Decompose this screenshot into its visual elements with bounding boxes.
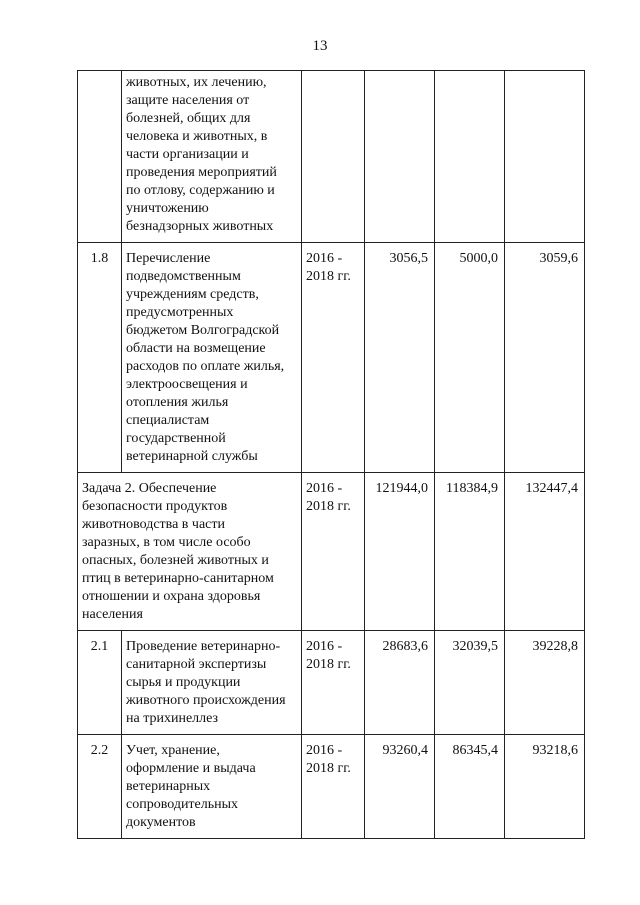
- item-period: 2016 - 2018 гг.: [302, 631, 365, 735]
- item-value-2018: [505, 71, 585, 243]
- item-value-2016: 93260,4: [365, 735, 435, 839]
- table-row: [78, 631, 585, 735]
- task-value-2016: 121944,0: [365, 473, 435, 631]
- item-value-2016: [365, 71, 435, 243]
- table-row: [78, 243, 585, 473]
- item-number: 1.8: [78, 243, 122, 473]
- item-value-2017: [435, 71, 505, 243]
- item-description: Учет, хранение, оформление и выдача ветеринарных сопроводительных документов: [122, 735, 302, 839]
- item-value-2018: 93218,6: [505, 735, 585, 839]
- item-value-2017: 32039,5: [435, 631, 505, 735]
- program-table: [77, 70, 585, 839]
- item-period: 2016 - 2018 гг.: [302, 735, 365, 839]
- item-value-2017: 5000,0: [435, 243, 505, 473]
- task-title: Задача 2. Обеспечение безопасности продуктов животноводства в части заразных, в том числе особо опасных, болезней животных и птиц в ветеринарно-санитарном отношении и охрана здоровья населения: [78, 473, 302, 631]
- item-number: 2.2: [78, 735, 122, 839]
- task-row: [78, 473, 585, 631]
- item-value-2017: 86345,4: [435, 735, 505, 839]
- item-value-2018: 39228,8: [505, 631, 585, 735]
- task-value-2018: 132447,4: [505, 473, 585, 631]
- item-value-2016: 28683,6: [365, 631, 435, 735]
- task-period: 2016 - 2018 гг.: [302, 473, 365, 631]
- item-number: [78, 71, 122, 243]
- page-number: 13: [312, 38, 328, 54]
- item-period: [302, 71, 365, 243]
- item-description: Перечисление подведомственным учреждениям средств, предусмотренных бюджетом Волгоградской области на возмещение расходов по оплате жилья, электроосвещения и отопления жилья специалистам государственной ветеринарной службы: [122, 243, 302, 473]
- item-description: животных, их лечению, защите населения от болезней, общих для человека и животных, в части организации и проведения мероприятий по отлову, содержанию и уничтожению безнадзорных животных: [122, 71, 302, 243]
- item-number: 2.1: [78, 631, 122, 735]
- item-period: 2016 - 2018 гг.: [302, 243, 365, 473]
- item-description: Проведение ветеринарно- санитарной экспертизы сырья и продукции животного происхождения на трихинеллез: [122, 631, 302, 735]
- item-value-2018: 3059,6: [505, 243, 585, 473]
- item-value-2016: 3056,5: [365, 243, 435, 473]
- table-row: [78, 71, 585, 243]
- table-row: [78, 735, 585, 839]
- task-value-2017: 118384,9: [435, 473, 505, 631]
